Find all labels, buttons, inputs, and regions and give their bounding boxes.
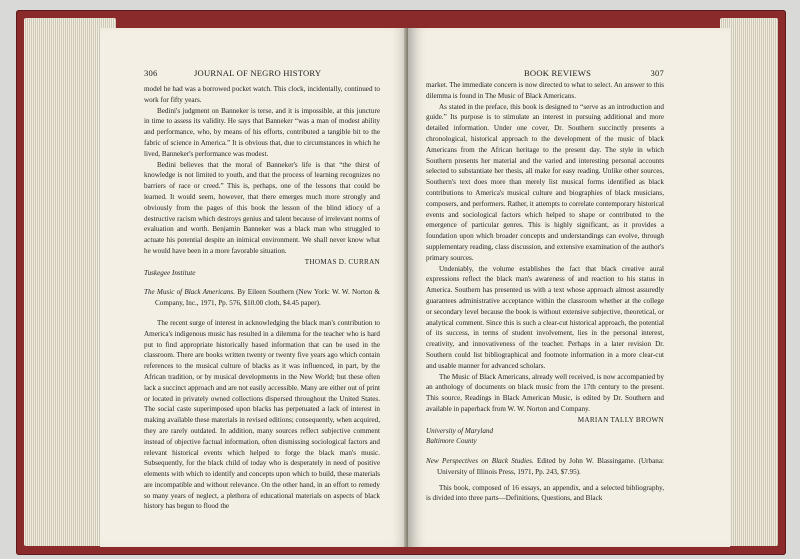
paragraph: Undeniably, the volume establishes the fact that black creative aural expressions reflect the black man's awareness of and reaction to his status in America. Southern has presented us with a text whose approach almost assuredly guarantees administrative acceptance within the classroom whether at the college or secondary level because the book is without extensive subjective, theoretical, or analytical comment. Since this is such a clear-cut historical approach, the potential of its success, in terms of student involvement, lies in the personal interest, creativity, and innovativeness of the teacher. Perhaps in a later revision Dr. Southern could list bibliographical and footnote information in a more clear-cut and usable manner for advanced scholars. (426, 264, 664, 370)
page-number: 306 (144, 68, 158, 78)
page-number: 307 (650, 68, 664, 78)
paragraph: Bedini's judgment on Banneker is terse, and it is impossible, at this juncture in time to assess its validity. He says that Banneker “was a man of modest ability and performance, who, by means of his efforts, contributed a tangible bit to the fabric of science in America.” It is obvious that, due to circumstances in which he lived, Banneker's performance was modest. (144, 106, 380, 158)
reviewer-signature: MARIAN TALLY BROWN (577, 415, 664, 424)
left-page-body (144, 84, 380, 512)
book-citation-details: Edited by John W. Blassingame. (Urbana: University of Illinois Press, 1971, Pp. 243, $7.95). (437, 457, 664, 476)
left-page (100, 28, 410, 547)
right-page-body (426, 80, 664, 504)
reviewer-affiliation: Baltimore County (426, 437, 477, 446)
book-title: New Perspectives on Black Studies. (426, 457, 534, 466)
review-citation (426, 456, 664, 478)
reviewer-affiliation: Tuskegee Institute (144, 268, 196, 277)
paragraph: This book, composed of 16 essays, an appendix, and a selected bibliography, is divided into three parts—Definitions, Questions, and Black (426, 483, 664, 503)
review-citation (144, 287, 380, 309)
book-citation-details: By Eileen Southern (New York: W. W. Norton & Company, Inc., 1971, Pp. 576, $10.00 cloth, $4.45 paper). (155, 288, 380, 308)
running-head: BOOK REVIEWS (524, 68, 592, 78)
paragraph: As stated in the preface, this book is designed to “serve as an introduction and guide.” Its purpose is to stimulate an interest in pursuing additional and more detailed information. Under one cover, Dr. Southern succinctly presents a chronological, historical approach to the development of the music of black Americans from the African heritage to the present day. The style in which Southern presents her material and the varied and interesting personal accounts selected to substantiate her thesis, all make for easy reading. Unlike other sources, Southern's text does more than merely list musical forms identified as black contributions to America's musical culture and biographies of black musicians, composers, and performers. Rather, it attempts to correlate contemporary historical events and sociological factors which helped to shape or contributed to the emergence of particular genres. This is highly significant, as it provides a foundation upon which broader concepts and understandings can evolve, through supplementary reading, class discussion, and extensive examination of the author's primary sources. (426, 102, 664, 262)
reviewer-affiliation: University of Maryland (426, 426, 494, 435)
reviewer-signature: THOMAS D. CURRAN (304, 257, 380, 266)
paragraph: Bedini believes that the moral of Banneker's life is that “the thirst of knowledge is not limited to youth, and that the process of learning recognizes no barriers of race or creed.” This is, perhaps, one of the lessons that could be learned. It would seem, however, that there emerges much more strongly and obviously from the pages of this book the lesson of the blind idiocy of a destructive racism which destroys genius and talent because of irrelevant norms of evaluation and worth. Benjamin Banneker was a black man who struggled to actuate his potential despite an inimical environment. We shall never know what he would have been in a more favorable situation. (144, 160, 380, 255)
running-head: JOURNAL OF NEGRO HISTORY (194, 68, 322, 78)
paragraph: The recent surge of interest in acknowledging the black man's contribution to America's indigenous music has resulted in a dilemma for the teacher who is hard put to find appropriate historically based information that can be used in the classroom. There are books written twenty or twenty five years ago which contain references to the musical culture of blacks as it was influenced, in part, by the African tradition, or by musical developments in the New World; but these often lack a succinct approach and are not easily accessible. Many are either out of print or located in privately owned collections dispersed throughout the United States. The social caste superimposed upon blacks has perpetuated a lack of interest in making available these materials in revised editions; consequently, when acquired, they are rarely outdated. In addition, many sources reflect subjective comment instead of objective factual information, often dismissing sociological factors and relevant historical events which helped to forge the black man's music. Subsequently, for the black child of today who is desperately in need of positive elements with which to identify and concepts upon which to build, these materials are incompatible and without relevance. On the other hand, in an effort to remedy so many years of neglect, a plethora of educational materials on aspects of black history has begun to flood the (144, 318, 380, 511)
paragraph: market. The immediate concern is now directed to what to select. An answer to this dilemma is found in The Music of Black Americans. (426, 81, 664, 100)
paragraph: The Music of Black Americans, already well received, is now accompanied by an anthology of documents on black music from the 17th century to the present. This source, Readings in Black American Music, is edited by Dr. Southern and available in paperback from W. W. Norton and Company. (426, 372, 664, 413)
book-title: The Music of Black Americans. (144, 288, 235, 297)
right-page (408, 28, 730, 547)
paragraph: model he had was a borrowed pocket watch. This clock, incidentally, continued to work for fifty years. (144, 85, 380, 104)
